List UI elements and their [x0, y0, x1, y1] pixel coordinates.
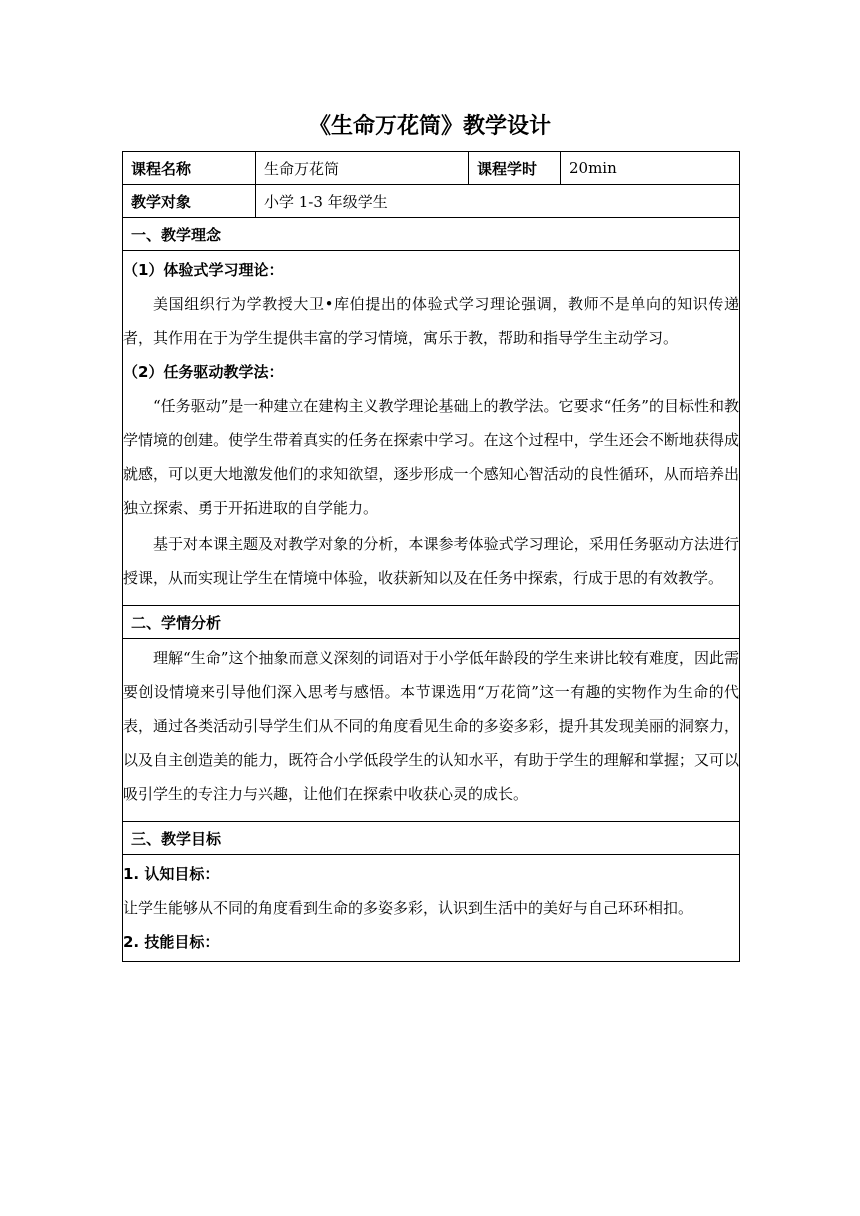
section-heading-row [123, 218, 740, 251]
concept-content [123, 251, 740, 606]
concept-subheading-1: （1）体验式学习理论： [123, 261, 284, 279]
course-info-row [123, 152, 740, 185]
section-content-row [123, 639, 740, 822]
analysis-paragraph: 理解“生命”这个抽象而意义深刻的词语对于小学低年龄段的学生来讲比较有难度，因此需要创设情境来引导他们深入思考与感悟。本节课选用“万花筒”这一有趣的实物作为生命的代表，通过各类活动引导学生们从不同的角度看见生命的多姿多彩，提升其发现美丽的洞察力，以及自主创造美的能力，既符合小学低段学生的认知水平，有助于学生的理解和掌握；又可以吸引学生的专注力与兴趣，让他们在探索中收获心灵的成长。 [123, 649, 739, 803]
goals-skill-heading: 2. 技能目标： [123, 933, 220, 951]
course-name-label: 课程名称 [123, 152, 256, 185]
lesson-plan-table [122, 151, 740, 962]
section-heading-row [123, 606, 740, 639]
goals-cognitive-text: 让学生能够从不同的角度看到生命的多姿多彩，认识到生活中的美好与自己环环相扣。 [123, 899, 694, 917]
section-heading-row [123, 822, 740, 855]
target-value: 小学 1-3 年级学生 [256, 185, 740, 218]
target-label: 教学对象 [123, 185, 256, 218]
concept-summary-paragraph: 基于对本课主题及对教学对象的分析，本课参考体验式学习理论，采用任务驱动方法进行授课，从而实现让学生在情境中体验，收获新知以及在任务中探索，行成于思的有效教学。 [123, 535, 739, 587]
section-heading-goals: 三、教学目标 [123, 822, 740, 855]
course-name-value: 生命万花筒 [256, 152, 469, 185]
course-hours-label: 课程学时 [469, 152, 561, 185]
goals-cognitive-heading: 1. 认知目标： [123, 865, 220, 883]
section-content-row [123, 855, 740, 962]
analysis-content [123, 639, 740, 822]
document-title: 《生命万花筒》教学设计 [308, 114, 551, 139]
goals-content [123, 855, 740, 962]
concept-paragraph-2: “任务驱动”是一种建立在建构主义教学理论基础上的教学法。它要求“任务”的目标性和教学情境的创建。使学生带着真实的任务在探索中学习。在这个过程中，学生还会不断地获得成就感，可以更大地激发他们的求知欲望，逐步形成一个感知心智活动的良性循环，从而培养出独立探索、勇于开拓进取的自学能力。 [123, 397, 739, 517]
section-heading-analysis: 二、学情分析 [123, 606, 740, 639]
concept-paragraph-1: 美国组织行为学教授大卫•库伯提出的体验式学习理论强调，教师不是单向的知识传递者，其作用在于为学生提供丰富的学习情境，寓乐于教，帮助和指导学生主动学习。 [123, 295, 739, 347]
target-row [123, 185, 740, 218]
section-content-row [123, 251, 740, 606]
concept-subheading-2: （2）任务驱动教学法： [123, 363, 284, 381]
section-heading-concept: 一、教学理念 [123, 218, 740, 251]
course-hours-value: 20min [561, 152, 740, 185]
